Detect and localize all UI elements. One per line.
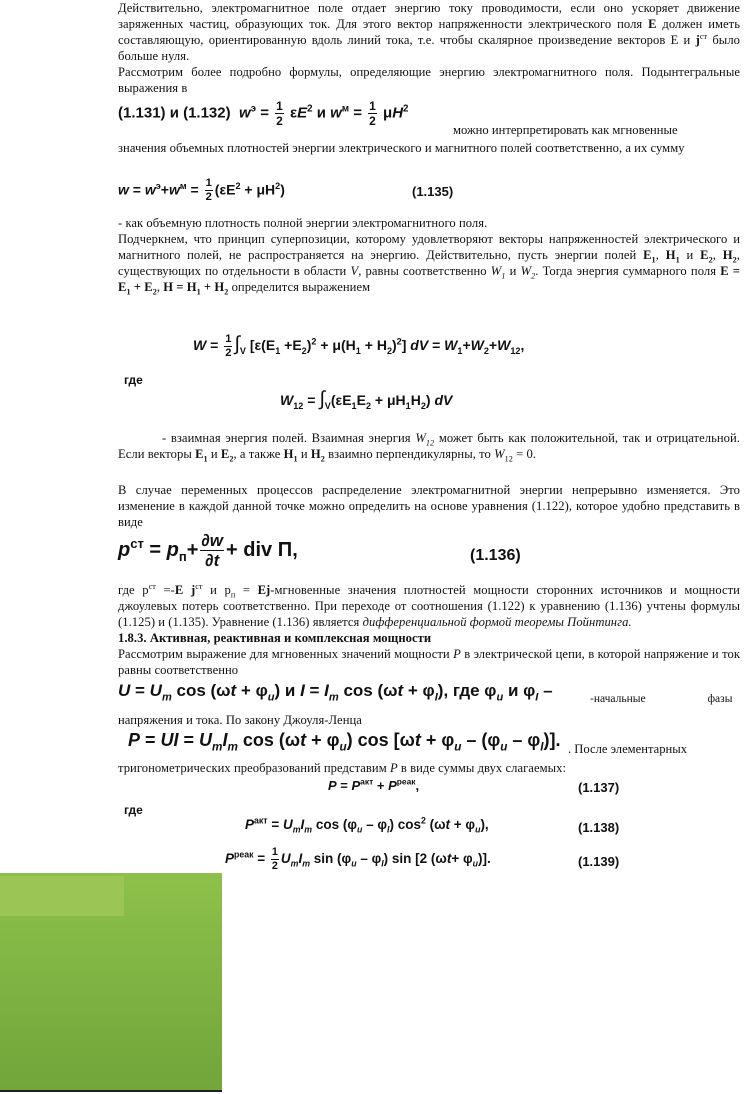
interpretation-text: можно интерпретировать как мгновенные [453, 123, 678, 137]
equation-energy-densities: (1.131) и (1.132) $w^э$ = $\frac{1}{2}$ $\varepsilon E^2$ и $w^м$ = $\frac{1}{2}$ $\mu H^2$ [118, 99, 409, 128]
equation-number-1138: (1.138) [578, 820, 620, 835]
equation-joule-power: P = UI = $U_mI_m$ $\cos (\omega t + \varphi_u)$ $\cos [\omega t + \varphi_u - (\varphi_u - \varphi_I)]$. [128, 730, 561, 754]
equation-number-1135: (1.135) [412, 184, 454, 199]
paragraph-superposition: Подчеркнем, что принцип суперпозиции, которому удовлетворяют векторы напряженностей электрического и магнитного полей, не распространяется на энергию. Действительно, пусть энергии полей $E_1$, $H_1$ и $E_2$, $H_2$, существующих по отдельности в области V, равны соответственно $W_1$ и $W_2$. Тогда энергия суммарного поля $E = E_1 + E_2$, $H = H_1 + H_2$ определится выражением [118, 232, 741, 297]
equation-number-1139: (1.139) [578, 854, 620, 869]
phases-text: -начальные фазы [590, 693, 733, 705]
paragraph-trig: тригонометрических преобразований представим P в виде суммы двух слагаемых: [118, 761, 567, 775]
equation-voltage-current: $U = U_m$ $\cos (\omega t + \varphi_u)$ и $I = I_m$ $\cos (\omega t + \varphi_I)$, где $\varphi_u$ и $\varphi_I$ – [118, 681, 553, 704]
green-decorative-tab [0, 876, 124, 916]
equation-mutual-energy: $W_{12} = \int_V(\varepsilon E_1E_2 + \mu H_1H_2)$ dV [280, 388, 453, 411]
paragraph-formulas-intro: Рассмотрим более подробно формулы, определяющие энергию электромагнитного поля. Подынтегральные выражения в [118, 65, 740, 95]
where-label-1: где [124, 373, 143, 387]
equation-1138: $P^{акт} = U_mI_m$ $\cos (\varphi_u - \varphi_I)$ $\cos^2 (\omega t + \varphi_u)$, [245, 815, 489, 835]
equation-1135: $w = w^э+w^м$ = $\frac{1}{2}$ $(\varepsilon E^2 + \mu H^2)$ [118, 177, 285, 204]
bottom-divider [0, 1090, 222, 1092]
paragraph-variable-processes: В случае переменных процессов распределение электромагнитной энергии непрерывно изменяется. Это изменение в каждой данной точке можно определить на основе уравнения (1.122), которое удобно представить в виде [118, 483, 740, 529]
paragraph-power-densities: где $p^{ст} =-E$ $j^{ст}$ и $p_п$ = Ej-мгновенные значения плотностей мощности сторонних источников и мощности джоулевых потерь соответственно. При переходе от соотношения (1.122) к уравнению (1.136) учтены формулы (1.125) и (1.135). Уравнение (1.136) является дифференциальной формой теоремы Пойнтинга. [118, 581, 740, 629]
paragraph-volume-densities: значения объемных плотностей энергии электрического и магнитного полей соответственно, а их сумму [118, 141, 685, 155]
paragraph-instant-power: Рассмотрим выражение для мгновенных значений мощности P в электрической цепи, в которой напряжение и ток равны соответственно [118, 647, 740, 677]
after-joule-text: . После элементарных [568, 742, 688, 756]
equation-1137: $P = P^{акт} + P^{реак}$, [328, 776, 420, 793]
section-heading: 1.8.3. Активная, реактивная и комплексная мощности [118, 631, 432, 645]
paragraph-energy-transfer: Действительно, электромагнитное поле отдает энергию току проводимости, если оно ускоряет движение заряженных частиц, образующих ток. Для этого вектор напряженности электрического поля E должен иметь составляющую, ориентированную вдоль линий тока, т.е. чтобы скалярное произведение векторов E и $j^{ст}$ было больше нуля. [118, 1, 740, 63]
paragraph-total-energy: - как объемную плотность полной энергии электромагнитного поля. [118, 216, 488, 230]
equation-1136: $p^{ст} = p_п+$ $\frac{\partial w}{\partial t}$ + div Π, [118, 531, 298, 570]
where-label-2: где [124, 803, 143, 817]
paragraph-mutual-energy: - взаимная энергия полей. Взаимная энергия $W_{12}$ может быть как положительной, так и отрицательной. Если векторы $E_1$ и $E_2$, а также $H_1$ и $H_2$ взаимно перпендикулярны, то $W_{12} = 0$. [118, 431, 740, 464]
equation-number-1137: (1.137) [578, 780, 620, 795]
equation-total-energy: W = $\frac{1}{2}$ $\int_V$ $[\varepsilon(E_1 +E_2)^2 + \mu(H_1 + H_2)^2]$ dV = $W_1+W_2+W_{12}$, [193, 332, 525, 359]
paragraph-joule-lenz: напряжения и тока. По закону Джоуля-Ленца [118, 713, 362, 727]
equation-1139: $P^{реак}$ = $\frac{1}{2}$ $U_mI_m$ $\sin (\varphi_u - \varphi_I)$ sin [2 $(\omega t+ \varphi_u)$]. [225, 846, 491, 872]
equation-number-1136: (1.136) [470, 547, 521, 564]
